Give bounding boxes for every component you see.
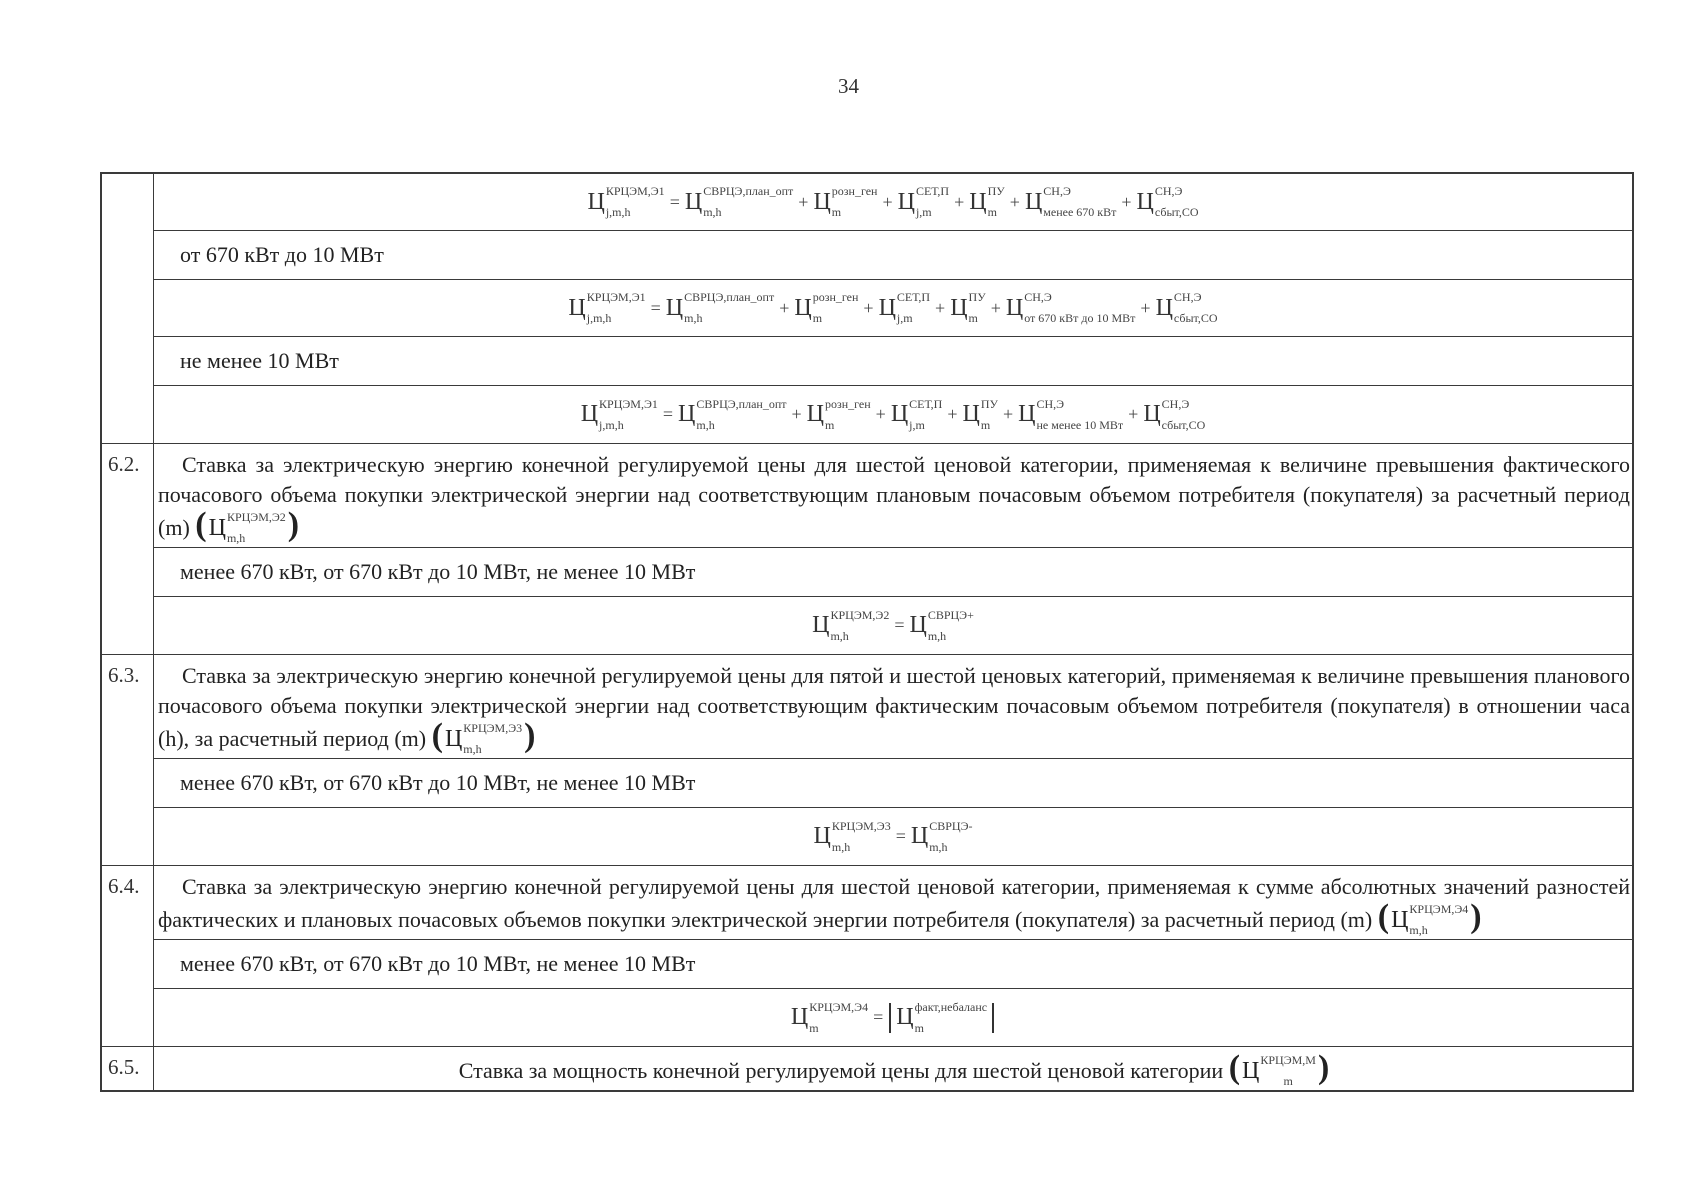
price-symbol: Ц розн_ген m xyxy=(813,184,878,219)
price-symbol: Ц факт,небаланс m xyxy=(896,999,988,1035)
row-description: Ставка за мощность конечной регулируемой цены для шестой ценовой категории ( Ц КРЦЭМ,М m ) xyxy=(458,1049,1330,1088)
price-symbol: Ц СЕТ,П j,m xyxy=(890,396,943,432)
absolute-value-bar xyxy=(889,1003,891,1033)
price-symbol: Ц КРЦЭМ,Э3 m,h xyxy=(444,721,523,756)
price-symbol: Ц КРЦЭМ,Э2 m,h xyxy=(812,607,890,643)
row-content xyxy=(154,866,1632,1046)
price-table xyxy=(100,172,1634,1092)
power-range-label: менее 670 кВт, от 670 кВт до 10 МВт, не менее 10 МВт xyxy=(154,548,1632,597)
power-range-label: от 670 кВт до 10 МВт xyxy=(154,231,1632,280)
row-number-empty xyxy=(102,174,154,443)
price-symbol: Ц КРЦЭМ,Э4 m,h xyxy=(1391,902,1469,937)
price-symbol: Ц ПУ m xyxy=(969,184,1005,219)
power-range-label: менее 670 кВт, от 670 кВт до 10 МВт, не менее 10 МВт xyxy=(154,759,1632,808)
table-row-6-5 xyxy=(102,1047,1632,1090)
row-number: 6.2. xyxy=(102,444,154,654)
price-symbol: Ц розн_ген m xyxy=(806,396,871,432)
row-content xyxy=(154,1047,1632,1090)
row-description: Ставка за электрическую энергию конечной регулируемой цены для шестой ценовой категории, применяемая к сумме абсолютных значений разностей фактических и плановых почасовых объемов покупки электрической энергии потребителя (покупателя) за расчетный период (m) ( Ц КРЦЭМ,Э4 m,h ) xyxy=(154,866,1632,940)
row-description: Ставка за электрическую энергию конечной регулируемой цены для пятой и шестой ценовых категорий, применяемая к величине превышения планового почасового объема покупки электрической энергии над соответствующим фактическим почасовым объемом потребителя (покупателя) в отношении часа (h), за расчетный период (m) ( Ц КРЦЭМ,Э3 m,h ) xyxy=(154,655,1632,759)
formula-e1-over-10mw: Ц КРЦЭМ,Э1 j,m,h = Ц СВРЦЭ,план_опт m,h + Ц розн_ген m + Ц СЕТ,П j,m + Ц ПУ m + Ц СН,Э не менее 10 МВт + Ц СН,Э сбыт,СО xyxy=(580,396,1206,432)
price-symbol: Ц СЕТ,П j,m xyxy=(897,184,950,219)
row-description: Ставка за электрическую энергию конечной регулируемой цены для шестой ценовой категории, применяемая к величине превышения фактического почасового объема покупки электрической энергии над соответствующим плановым почасовым объемом потребителя (покупателя) за расчетный период (m) ( Ц КРЦЭМ,Э2 m,h ) xyxy=(154,444,1632,548)
price-symbol: Ц СВРЦЭ+ m,h xyxy=(909,607,974,643)
row-number: 6.4. xyxy=(102,866,154,1046)
page-number: 34 xyxy=(838,74,859,98)
power-range-label: менее 670 кВт, от 670 кВт до 10 МВт, не менее 10 МВт xyxy=(154,940,1632,989)
price-symbol: Ц СЕТ,П j,m xyxy=(878,290,931,325)
price-symbol: Ц СН,Э сбыт,СО xyxy=(1143,396,1206,432)
price-symbol: Ц КРЦЭМ,Э2 m,h xyxy=(208,510,286,545)
row-content xyxy=(154,655,1632,865)
power-range-label: не менее 10 МВт xyxy=(154,337,1632,386)
formula-e1-670kw-10mw: Ц КРЦЭМ,Э1 j,m,h = Ц СВРЦЭ,план_опт m,h + Ц розн_ген m + Ц СЕТ,П j,m + Ц ПУ m + Ц СН,Э от 670 кВт до 10 МВт + Ц СН,Э сбыт,СО xyxy=(154,280,1632,337)
price-symbol: Ц ПУ m xyxy=(962,396,998,432)
row-number: 6.3. xyxy=(102,655,154,865)
price-symbol: Ц СН,Э не менее 10 МВт xyxy=(1018,396,1124,432)
formula-e3: Ц КРЦЭМ,Э3 m,h = Ц СВРЦЭ- m,h xyxy=(813,818,973,854)
price-symbol: Ц СН,Э сбыт,СО xyxy=(1155,290,1218,325)
formula-e4: Ц КРЦЭМ,Э4 m = Ц факт,небаланс m xyxy=(154,989,1632,1046)
row-number: 6.5. xyxy=(102,1047,154,1090)
price-symbol: Ц розн_ген m xyxy=(794,290,859,325)
table-row-6-2 xyxy=(102,444,1632,655)
row-content xyxy=(154,444,1632,654)
table-row-6-3 xyxy=(102,655,1632,866)
price-symbol: Ц СН,Э от 670 кВт до 10 МВт xyxy=(1005,290,1136,325)
table-row-6-1-continued xyxy=(102,174,1632,444)
table-row-6-4 xyxy=(102,866,1632,1047)
price-symbol: Ц КРЦЭМ,Э4 m xyxy=(790,999,869,1035)
formula-e2: Ц КРЦЭМ,Э2 m,h = Ц СВРЦЭ+ m,h xyxy=(812,607,974,643)
price-symbol: Ц СВРЦЭ,план_опт m,h xyxy=(678,396,787,432)
price-symbol: Ц СВРЦЭ,план_опт m,h xyxy=(665,290,775,325)
row-content xyxy=(154,174,1632,443)
price-symbol: Ц КРЦЭМ,М m xyxy=(1242,1053,1316,1088)
price-symbol: Ц ПУ m xyxy=(950,290,986,325)
price-symbol: Ц СВРЦЭ- m,h xyxy=(910,818,973,854)
price-symbol: Ц КРЦЭМ,Э1 j,m,h xyxy=(568,290,646,325)
price-symbol: Ц КРЦЭМ,Э1 j,m,h xyxy=(580,396,658,432)
price-symbol: Ц КРЦЭМ,Э1 j,m,h xyxy=(587,184,665,219)
formula-e1-under-670kw: Ц КРЦЭМ,Э1 j,m,h = Ц СВРЦЭ,план_опт m,h + Ц розн_ген m + Ц СЕТ,П j,m + Ц ПУ m + Ц СН,Э менее 670 кВт + Ц СН,Э сбыт,СО xyxy=(154,174,1632,231)
price-symbol: Ц СН,Э менее 670 кВт xyxy=(1024,184,1117,219)
price-symbol: Ц КРЦЭМ,Э3 m,h xyxy=(813,818,891,854)
price-symbol: Ц СН,Э сбыт,СО xyxy=(1136,184,1199,219)
absolute-value-bar xyxy=(992,1003,994,1033)
price-symbol: Ц СВРЦЭ,план_опт m,h xyxy=(684,184,794,219)
